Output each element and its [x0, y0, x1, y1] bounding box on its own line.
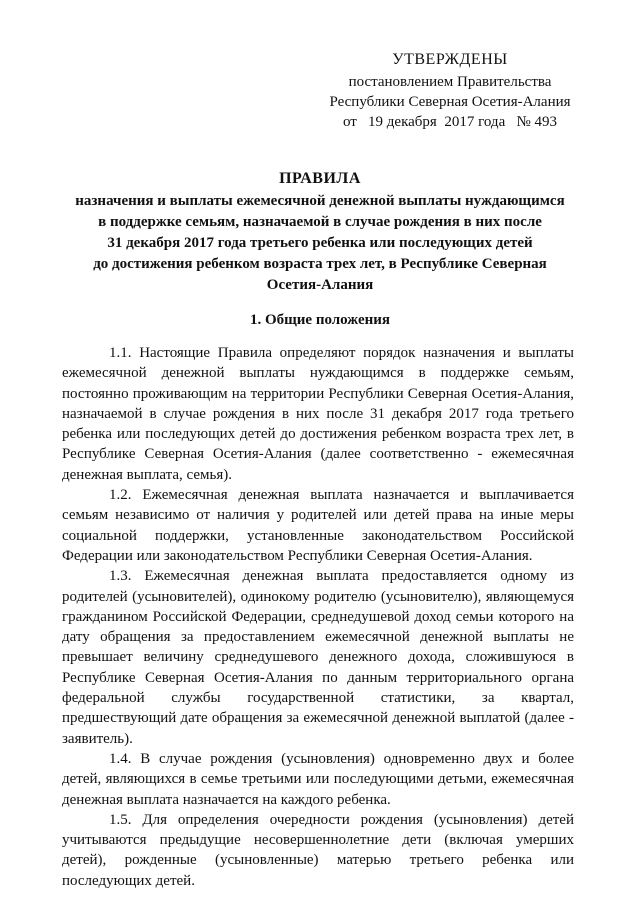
paragraph-1-5: 1.5. Для определения очередности рождения (усыновления) детей учитываются предыдущие несовершеннолетние дети (включая умерших детей), рожденные (усыновленные) матерью третьего ребенка или последующих детей.	[62, 811, 574, 889]
document-subtitle-line: назначения и выплаты ежемесячной денежной выплаты нуждающимся	[75, 193, 565, 209]
document-subtitle-line: до достижения ребенком возраста трех лет, в Республике Северная	[93, 256, 547, 272]
document-title-block	[60, 168, 580, 296]
document-title: ПРАВИЛА	[279, 170, 361, 187]
document-subtitle-line: 31 декабря 2017 года третьего ребенка или последующих детей	[107, 235, 533, 251]
document-subtitle-line: в поддержке семьям, назначаемой в случае рождения в них после	[98, 214, 542, 230]
document-body	[62, 343, 574, 891]
approval-line: Республики Северная Осетия-Алания	[329, 94, 571, 110]
paragraph-1-3: 1.3. Ежемесячная денежная выплата предоставляется одному из родителей (усыновителей), одинокому родителю (усыновителю), являющемуся гражданином Российской Федерации, среднедушевой доход семьи которого на дату обращения за предоставлением ежемесячной денежной выплаты не превышает величину среднедушевого денежного дохода, сложившуюся в Республике Северная Осетия-Алания по данным территориального органа федеральной службы государственной статистики, за квартал, предшествующий дате обращения за ежемесячной денежной выплатой (далее - заявитель).	[62, 568, 574, 747]
approval-title: УТВЕРЖДЕНЫ	[392, 51, 508, 68]
paragraph-1-2: 1.2. Ежемесячная денежная выплата назначается и выплачивается семьям независимо от наличия у родителей или детей права на иные меры социальной поддержки, установленные законодательством Российской Федерации или законодательством Республики Северная Осетия-Алания.	[62, 487, 574, 564]
approval-date-line: от 19 декабря 2017 года № 493	[342, 114, 558, 130]
paragraph-1-4: 1.4. В случае рождения (усыновления) одновременно двух и более детей, являющихся в семье третьими или последующими детьми, ежемесячная денежная выплата назначается на каждого ребенка.	[62, 750, 574, 808]
approval-line: постановлением Правительства	[348, 74, 552, 90]
section-heading: 1. Общие положения	[249, 312, 391, 328]
document-subtitle-line: Осетия-Алания	[266, 277, 374, 293]
approval-block	[300, 50, 600, 132]
paragraph-1-1: 1.1. Настоящие Правила определяют порядок назначения и выплаты ежемесячной денежной выплаты нуждающимся в поддержке семьям, постоянно проживающим на территории Республики Северная Осетия-Алания, назначаемой в случае рождения в них после 31 декабря 2017 года третьего ребенка или последующих детей до достижения ребенком возраста трех лет, в Республике Северная Осетия-Алания (далее соответственно - ежемесячная денежная выплата, семья).	[62, 345, 574, 483]
